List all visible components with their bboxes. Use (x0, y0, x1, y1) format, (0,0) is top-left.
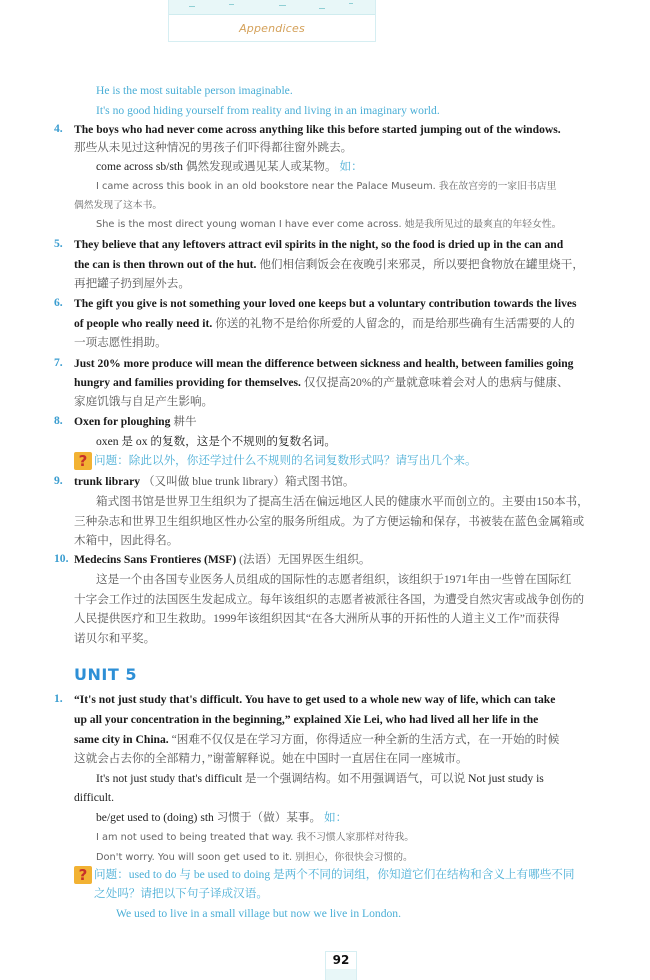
item-9-title: trunk library （又叫做 blue trunk library）箱式图书馆。 (74, 475, 355, 488)
item-4-example-1-cont: 偶然发现了这本书。 (74, 200, 163, 211)
item-number: 10. (54, 552, 69, 565)
item-4-example-1: I came across this book in an old bookstore near the Palace Museum. 我在故宫旁的一家旧书店里 (96, 181, 557, 192)
phrase: come across sb/sth (96, 160, 183, 173)
item-10-paragraph-4: 诺贝尔和平奖。 (74, 632, 156, 645)
item-6-line-2: of people who really need it. 你送的礼物不是给你所爱的人留念的，而是给那些确有生活需要的人的 (74, 317, 575, 330)
item-8-title: Oxen for ploughing 耕牛 (74, 415, 197, 428)
item-number: 4. (54, 122, 63, 135)
item-4-example-2: She is the most direct young woman I have ever come across. 她是我所见过的最爽直的年轻女性。 (96, 219, 562, 230)
unit5-note-b: difficult. (74, 791, 115, 804)
item-10-paragraph-2: 十字会工作过的法国医生发起成立。每年该组织的志愿者被派往各国，为遭受自然灾害或战争创伤的 (74, 593, 585, 606)
item-6-english: The gift you give is not something your loved one keeps but a voluntary contribution towards the lives (74, 297, 577, 310)
unit-heading: UNIT 5 (74, 665, 137, 684)
item-9-paragraph-3: 木箱中，因此得名。 (74, 534, 179, 547)
item-10-title: Medecins Sans Frontieres (MSF) (法语）无国界医生组织。 (74, 553, 371, 566)
unit5-item-1-english-b: up all your concentration in the beginning,” explained Xie Lei, who had lived all her life in the (74, 713, 539, 726)
unit5-item-1-line-3: same city in China. “困难不仅仅是在学习方面，你得适应一种全新的生活方式，在一开始的时候 (74, 733, 560, 746)
example-marker: 如： (339, 160, 363, 173)
item-9-paragraph-1: 箱式图书馆是世界卫生组织为了提高生活在偏远地区人民的健康水平而创立的。主要由150本书， (96, 495, 589, 508)
item-4-phrase-line (96, 159, 363, 174)
item-number: 5. (54, 237, 63, 250)
unit5-example-2: Don't worry. You will soon get used to it. 别担心，你很快会习惯的。 (96, 852, 413, 863)
item-10-paragraph-1: 这是一个由各国专业医务人员组成的国际性的志愿者组织，该组织于1971年由一些曾在国际红 (96, 573, 572, 586)
item-10-paragraph-3: 人民提供医疗和卫生救助。1999年该组织因其“在各大洲所从事的开拓性的人道主义工作”而获得 (74, 612, 560, 625)
item-7-english: Just 20% more produce will mean the difference between sickness and health, between families going (74, 357, 574, 370)
unit5-phrase-line: be/get used to (doing) sth 习惯于（做）某事。 如： (96, 811, 348, 824)
item-8-note: oxen 是 ox 的复数，这是个不规则的复数名词。 (96, 435, 336, 448)
item-5-line-2: the can is then thrown out of the hut. 他们相信剩饭会在夜晚引来邪灵，所以要把食物放在罐里烧干， (74, 258, 584, 271)
unit5-item-1-english-a: “It's not just study that's difficult. You have to get used to a whole new way of life, which can take (74, 693, 556, 706)
item-number: 9. (54, 474, 63, 487)
header-title: Appendices (239, 22, 305, 35)
page-number-text: 92 (326, 952, 356, 969)
item-9-paragraph-2: 三种杂志和世界卫生组织地区性办公室的服务所组成。为了方便运输和保存，书被装在蓝色金属箱或 (74, 515, 585, 528)
unit5-note-a: It's not just study that's difficult 是一个强调结构。如不用强调语气，可以说 Not just study is (96, 772, 544, 785)
unit5-example-1: I am not used to being treated that way. 我不习惯人家那样对待我。 (96, 832, 415, 843)
unit5-question-a: 问题：used to do 与 be used to doing 是两个不同的词组，你知道它们在结构和含义上有哪些不同 (94, 868, 575, 881)
unit5-question-b: 之处吗？请把以下句子译成汉语。 (94, 887, 268, 900)
intro-example-1: He is the most suitable person imaginable. (96, 84, 293, 97)
page-number (325, 951, 357, 980)
item-number: 7. (54, 356, 63, 369)
item-5-english: They believe that any leftovers attract evil spirits in the night, so the food is dried up in the can and (74, 238, 564, 251)
unit5-question-example: We used to live in a small village but now we live in London. (116, 907, 401, 920)
page-number-decoration (326, 969, 356, 980)
item-number: 1. (54, 692, 63, 705)
item-7-line-2: hungry and families providing for themselves. 仅仅提高20%的产量就意味着会对人的患病与健康、 (74, 376, 569, 389)
question-icon: ? (74, 866, 92, 884)
intro-example-2: It's no good hiding yourself from reality and living in an imaginary world. (96, 104, 440, 117)
item-4-chinese: 那些从未见过这种情况的男孩子们吓得都往窗外跳去。 (74, 141, 353, 154)
item-8-question: 问题：除此以外，你还学过什么不规则的名词复数形式吗？请写出几个来。 (94, 454, 477, 467)
banner-decoration (169, 0, 375, 15)
question-icon: ? (74, 452, 92, 470)
item-5-chinese-cont: 再把罐子扔到屋外去。 (74, 277, 190, 290)
item-7-chinese-cont: 家庭饥饿与自足产生影响。 (74, 395, 214, 408)
item-number: 8. (54, 414, 63, 427)
phrase-meaning: 偶然发现或遇见某人或某物。 (185, 160, 337, 173)
item-6-chinese-cont: 一项志愿性捐助。 (74, 336, 167, 349)
item-number: 6. (54, 296, 63, 309)
unit5-item-1-chinese: 这就会占去你的全部精力，”谢蕾解释说。她在中国时一直居住在同一座城市。 (74, 752, 468, 765)
header-banner (168, 0, 376, 42)
item-4-english: The boys who had never come across anything like this before started jumping out of the windows. (74, 123, 561, 136)
